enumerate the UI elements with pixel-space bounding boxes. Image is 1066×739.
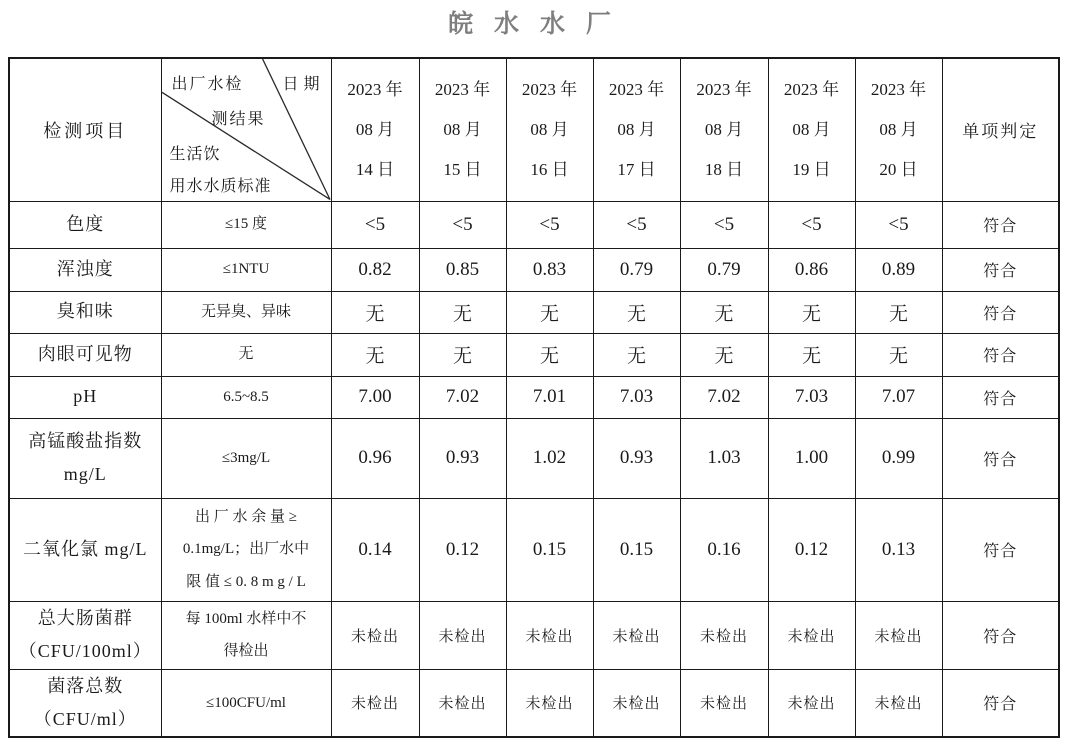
header-row (9, 58, 1059, 201)
date-month: 08 月 (617, 119, 656, 139)
row-judgment: 符合 (942, 333, 1059, 376)
row-item-line: 臭和味 (56, 301, 114, 322)
row-standard-line: 出 厂 水 余 量 ≥ (195, 509, 297, 526)
row-value: 0.12 (419, 498, 506, 601)
row-standard (161, 669, 331, 737)
row-standard-line: ≤1NTU (222, 261, 270, 278)
row-value: 无 (506, 333, 593, 376)
row-item-label (9, 201, 161, 248)
row-item-label (9, 291, 161, 333)
row-value: <5 (593, 201, 680, 248)
row-item-line: 肉眼可见物 (37, 343, 133, 364)
row-value: 无 (855, 333, 942, 376)
row-standard (161, 601, 331, 669)
row-value: 0.99 (855, 418, 942, 498)
date-day: 20 日 (879, 159, 918, 179)
row-value: 0.86 (768, 248, 855, 291)
row-item-line: 菌落总数 (47, 675, 124, 696)
date-day: 15 日 (443, 159, 482, 179)
row-item-line: 总大肠菌群 (37, 607, 133, 628)
row-value: <5 (419, 201, 506, 248)
row-value: 未检出 (419, 669, 506, 737)
column-header-date (680, 58, 768, 201)
row-value: 未检出 (855, 669, 942, 737)
row-standard-line: 无 (238, 346, 254, 363)
row-standard-line: ≤15 度 (225, 216, 267, 233)
date-day: 17 日 (617, 159, 656, 179)
row-value: 0.85 (419, 248, 506, 291)
row-item-label (9, 376, 161, 418)
row-value: <5 (680, 201, 768, 248)
row-standard (161, 498, 331, 601)
row-standard (161, 376, 331, 418)
row-value: 未检出 (331, 669, 419, 737)
row-value: 未检出 (506, 669, 593, 737)
corner-label-standard-line2: 用水水质标准 (169, 178, 272, 195)
row-value: 0.14 (331, 498, 419, 601)
row-item-line: 高锰酸盐指数 (28, 430, 143, 451)
table-row (9, 201, 1059, 248)
row-value: <5 (768, 201, 855, 248)
corner-label-date: 日期 (282, 76, 325, 93)
page-title: 皖 水 水 厂 (448, 10, 618, 38)
diagonal-header-cell (161, 58, 331, 201)
corner-label-result-line1: 出厂水检 (171, 76, 244, 93)
row-value: 未检出 (419, 601, 506, 669)
row-value: 无 (331, 291, 419, 333)
date-month: 08 月 (355, 119, 395, 139)
row-item-line: mg/L (63, 464, 107, 484)
row-judgment: 符合 (942, 291, 1059, 333)
row-value: 0.79 (593, 248, 680, 291)
row-item-line: 二氧化氯 mg/L (23, 538, 148, 559)
date-month: 08 月 (704, 119, 744, 139)
row-value: 1.00 (768, 418, 855, 498)
row-value: 0.93 (593, 418, 680, 498)
row-value: 7.07 (855, 376, 942, 418)
row-item-label (9, 601, 161, 669)
corner-label-result-line2: 测结果 (211, 111, 266, 128)
row-value: 无 (768, 333, 855, 376)
row-item-line: 浑浊度 (56, 258, 114, 279)
row-value: 0.15 (506, 498, 593, 601)
table-row (9, 291, 1059, 333)
date-day: 19 日 (792, 159, 831, 179)
row-value: 7.02 (419, 376, 506, 418)
column-header-judgment: 单项判定 (942, 58, 1059, 201)
row-value: 无 (593, 291, 680, 333)
row-judgment: 符合 (942, 418, 1059, 498)
date-year: 2023 年 (783, 79, 840, 99)
date-year: 2023 年 (608, 79, 665, 99)
row-value: 无 (506, 291, 593, 333)
row-judgment: 符合 (942, 248, 1059, 291)
date-month: 08 月 (530, 119, 569, 139)
row-standard-line: ≤3mg/L (221, 449, 271, 466)
row-value: 无 (593, 333, 680, 376)
date-month: 08 月 (443, 119, 482, 139)
row-value: 7.01 (506, 376, 593, 418)
table-row (9, 418, 1059, 498)
row-value: 1.03 (680, 418, 768, 498)
row-value: 未检出 (680, 601, 768, 669)
row-standard (161, 291, 331, 333)
row-standard (161, 248, 331, 291)
column-header-date (419, 58, 506, 201)
row-value: 未检出 (593, 669, 680, 737)
row-item-label (9, 418, 161, 498)
row-value: 0.12 (768, 498, 855, 601)
row-standard (161, 418, 331, 498)
row-value: 0.16 (680, 498, 768, 601)
row-judgment: 符合 (942, 201, 1059, 248)
column-header-date (593, 58, 680, 201)
column-header-test-items: 检测项目 (9, 58, 161, 201)
row-value: 0.96 (331, 418, 419, 498)
row-value: 7.02 (680, 376, 768, 418)
row-value: 7.03 (768, 376, 855, 418)
column-header-date (768, 58, 855, 201)
table-row (9, 601, 1059, 669)
row-value: <5 (506, 201, 593, 248)
row-value: 未检出 (680, 669, 768, 737)
row-value: 7.00 (331, 376, 419, 418)
row-value: 无 (419, 291, 506, 333)
row-value: <5 (331, 201, 419, 248)
row-standard (161, 333, 331, 376)
row-value: 无 (680, 333, 768, 376)
row-standard-line: 得检出 (223, 643, 269, 659)
row-standard (161, 201, 331, 248)
row-standard-line: ≤100CFU/ml (206, 694, 286, 711)
row-judgment: 符合 (942, 601, 1059, 669)
row-value: 未检出 (331, 601, 419, 669)
row-value: 未检出 (768, 669, 855, 737)
row-value: 7.03 (593, 376, 680, 418)
row-value: 未检出 (506, 601, 593, 669)
row-standard-line: 6.5~8.5 (223, 388, 269, 405)
row-value: 0.15 (593, 498, 680, 601)
row-judgment: 符合 (942, 669, 1059, 737)
row-value: 无 (680, 291, 768, 333)
row-item-line: （CFU/ml） (33, 708, 137, 729)
row-item-line: pH (73, 386, 98, 407)
row-value: 无 (419, 333, 506, 376)
date-month: 08 月 (792, 119, 831, 139)
row-value: 0.83 (506, 248, 593, 291)
row-value: 0.79 (680, 248, 768, 291)
table-row (9, 333, 1059, 376)
row-item-line: 色度 (66, 213, 105, 234)
row-standard-line: 无异臭、异味 (200, 303, 291, 320)
row-item-label (9, 498, 161, 601)
row-item-label (9, 333, 161, 376)
table-row (9, 669, 1059, 737)
water-quality-table (8, 57, 1060, 738)
date-year: 2023 年 (870, 79, 927, 99)
row-item-label (9, 248, 161, 291)
date-day: 18 日 (704, 159, 744, 179)
date-year: 2023 年 (696, 79, 752, 99)
table-row (9, 498, 1059, 601)
row-standard-line: 每 100ml 水样中不 (185, 610, 307, 627)
table-row (9, 248, 1059, 291)
date-year: 2023 年 (347, 79, 403, 99)
row-value: 未检出 (855, 601, 942, 669)
row-value: 0.82 (331, 248, 419, 291)
date-month: 08 月 (879, 119, 918, 139)
row-standard-line: 限 值 ≤ 0. 8 m g / L (186, 573, 306, 590)
row-value: 0.89 (855, 248, 942, 291)
row-value: 1.02 (506, 418, 593, 498)
row-value: 未检出 (593, 601, 680, 669)
row-judgment: 符合 (942, 498, 1059, 601)
row-value: 无 (855, 291, 942, 333)
table-row (9, 376, 1059, 418)
corner-label-standard-line1: 生活饮 (169, 146, 221, 163)
date-year: 2023 年 (521, 79, 578, 99)
row-value: 0.13 (855, 498, 942, 601)
row-judgment: 符合 (942, 376, 1059, 418)
date-day: 14 日 (355, 159, 395, 179)
row-value: 无 (331, 333, 419, 376)
date-day: 16 日 (530, 159, 569, 179)
column-header-date (331, 58, 419, 201)
column-header-date (855, 58, 942, 201)
row-item-line: （CFU/100ml） (18, 641, 152, 661)
row-standard-line: 0.1mg/L；出厂水中 (182, 541, 310, 558)
row-value: 未检出 (768, 601, 855, 669)
row-value: 0.93 (419, 418, 506, 498)
column-header-date (506, 58, 593, 201)
row-value: 无 (768, 291, 855, 333)
date-year: 2023 年 (434, 79, 491, 99)
row-item-label (9, 669, 161, 737)
row-value: <5 (855, 201, 942, 248)
